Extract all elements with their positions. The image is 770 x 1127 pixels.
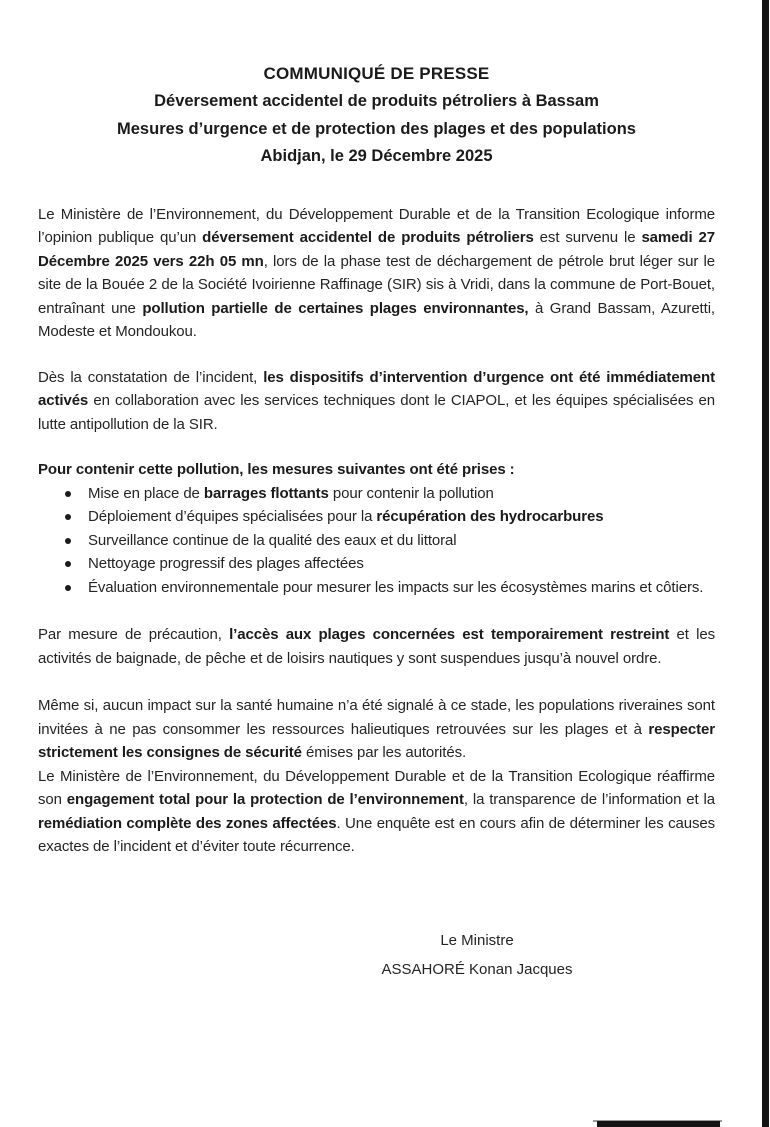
paragraph-commitment: Le Ministère de l’Environnement, du Développement Durable et de la Transition Ecologique réaffirme son engagement total pour la protection de l’environnement, la transparence de l’information et la remédiation complète des zones affectées. Une enquête est en cours afin de déterminer les causes exactes de l’incident et d’éviter toute récurrence. xyxy=(38,767,715,855)
list-item-surveillance xyxy=(88,529,715,553)
measures-heading: Pour contenir cette pollution, les mesures suivantes ont été prises : xyxy=(38,461,515,478)
bullet-icon xyxy=(65,538,71,544)
signature-role: Le Ministre xyxy=(440,931,514,949)
list-item-equipes xyxy=(88,505,715,529)
list-item-barrages xyxy=(88,482,715,506)
document-header xyxy=(38,60,715,171)
paragraph-intro: Le Ministère de l’Environnement, du Développement Durable et de la Transition Ecologique informe l’opinion publique qu’un déversement accidentel de produits pétroliers est survenu le samedi 27 Décembre 2025 vers 22h 05 mn, lors de la phase test de déchargement de pétrole brut léger sur le site de la Bouée 2 de la Société Ivoirienne Raffinage (SIR) sis à Vridi, dans la commune de Port-Bouet, entraînant une pollution partielle de certaines plages environnantes, à Grand Bassam, Azuretti, Modeste et Mondoukou. xyxy=(38,205,716,340)
list-item-text: Nettoyage progressif des plages affectées xyxy=(88,555,364,572)
bullet-icon xyxy=(65,561,71,567)
list-item-evaluation xyxy=(88,576,715,600)
signature-name: ASSAHORÉ Konan Jacques xyxy=(381,961,573,978)
document-title: COMMUNIQUÉ DE PRESSE xyxy=(263,64,490,83)
scan-bottom-bar xyxy=(597,1121,720,1127)
measures-list xyxy=(38,482,715,600)
subtitle-measures: Mesures d’urgence et de protection des plages et des populations xyxy=(117,119,636,138)
bullet-icon xyxy=(65,491,71,497)
paragraph-health: Même si, aucun impact sur la santé humaine n’a été signalé à ce stade, les populations riveraines sont invitées à ne pas consommer les ressources halieutiques retrouvées sur les plages et à respecter strictement les consignes de sécurité émises par les autorités. xyxy=(38,697,715,761)
document-content xyxy=(0,60,770,982)
list-item-text: Déploiement d’équipes spécialisées pour la récupération des hydrocarbures xyxy=(88,508,604,525)
list-item-text: Surveillance continue de la qualité des eaux et du littoral xyxy=(88,531,457,549)
list-item-text: Mise en place de barrages flottants pour contenir la pollution xyxy=(88,484,494,502)
list-item-text: Évaluation environnementale pour mesurer les impacts sur les écosystèmes marins et côtiers. xyxy=(88,578,704,596)
list-item-nettoyage xyxy=(88,552,715,576)
bullet-icon xyxy=(65,514,71,520)
bullet-icon xyxy=(65,585,71,591)
signature-block xyxy=(327,929,627,982)
dateline: Abidjan, le 29 Décembre 2025 xyxy=(260,147,493,165)
subtitle-incident: Déversement accidentel de produits pétroliers à Bassam xyxy=(154,92,599,110)
paragraph-restriction: Par mesure de précaution, l’accès aux plages concernées est temporairement restreint et les activités de baignade, de pêche et de loisirs nautiques y sont suspendues jusqu’à nouvel ordre. xyxy=(38,626,715,667)
scan-edge-bar xyxy=(762,0,769,1127)
paragraph-response: Dès la constatation de l’incident, les dispositifs d’intervention d’urgence ont été immédiatement activés en collaboration avec les services techniques dont le CIAPOL, et les équipes spécialisées en lutte antipollution de la SIR. xyxy=(38,368,715,433)
